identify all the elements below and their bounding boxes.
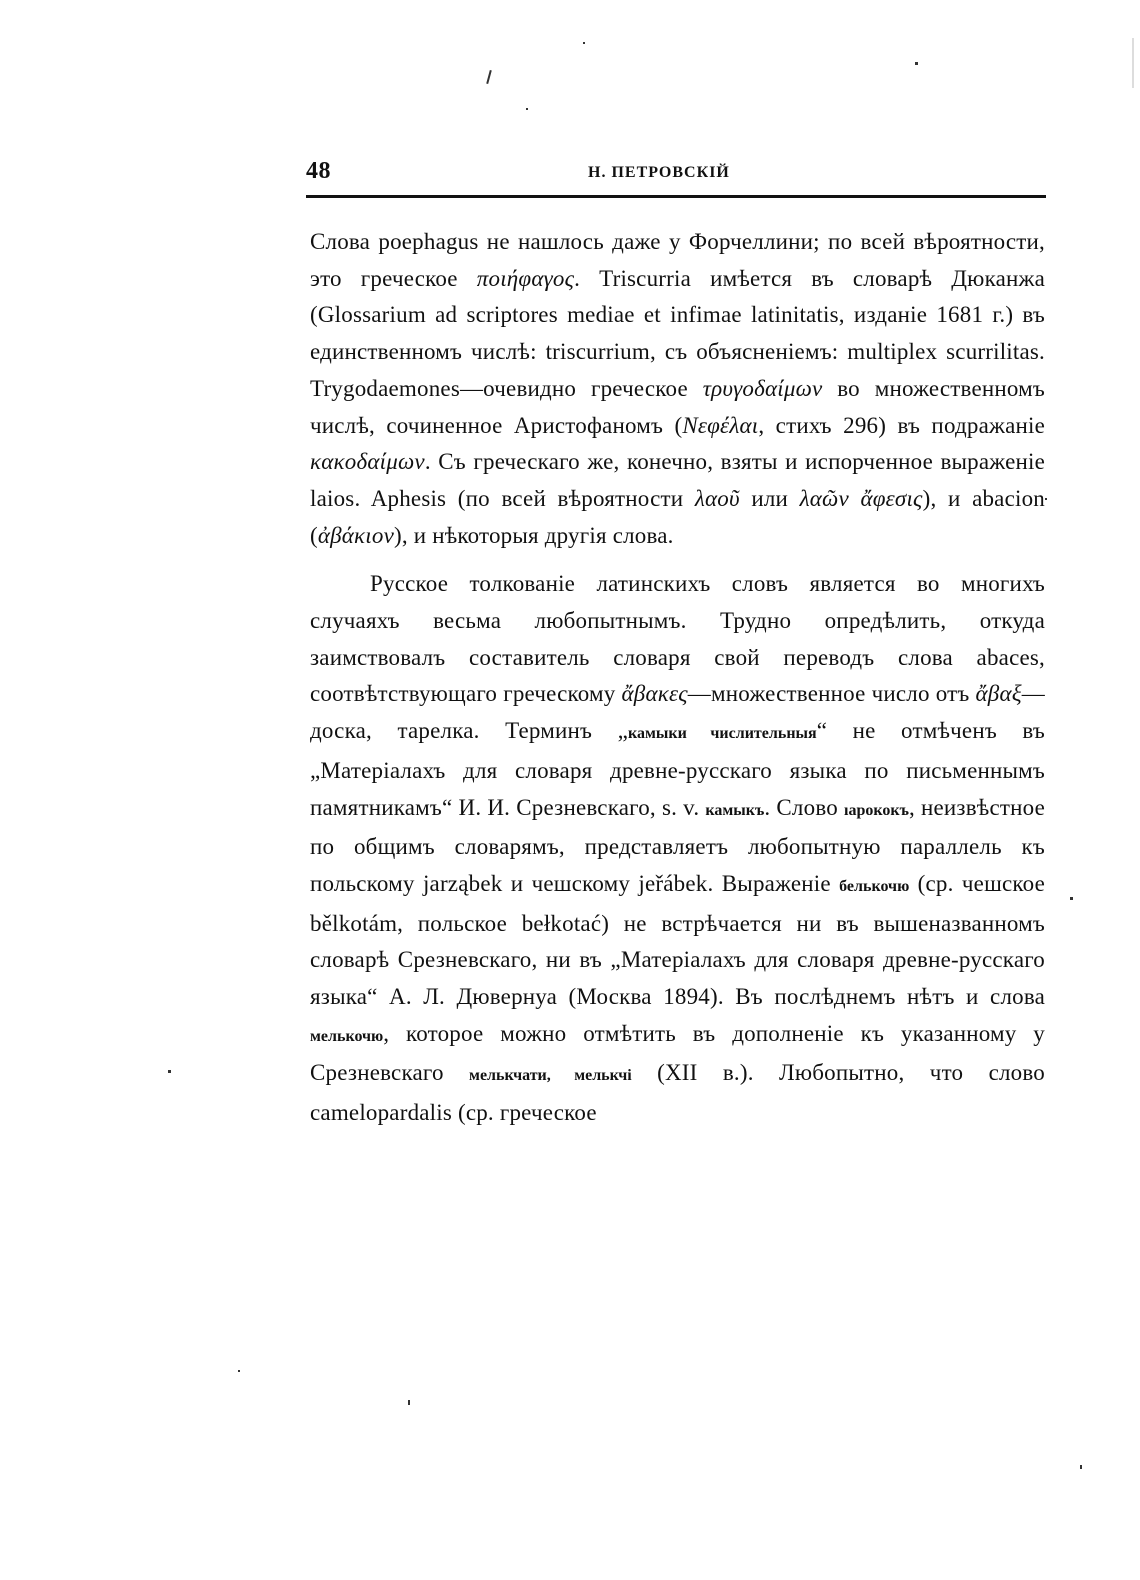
text-run: . Слово — [764, 794, 845, 820]
slavonic-word: ıарококъ — [844, 801, 909, 819]
scan-edge — [1132, 38, 1134, 88]
text-run: , неизвѣстное по общимъ словарямъ, представляетъ любопытную параллель къ польскому jarząbek и чешскому jeřábek. Выраженіе — [310, 794, 1046, 896]
greek-word: κακοδαίμων — [310, 449, 425, 475]
text-run: . Triscurria имѣется въ словарѣ Дюканжа (Glossarium ad scriptores mediae et infimae latinitatis, изданіе 1681 г.) въ единственномъ числѣ: triscurrium, съ объясненіемъ: multiplex scurrilitas. Trygodaemones—очевидно греческое — [310, 265, 1046, 401]
header-rule — [306, 195, 1046, 198]
scan-speck — [583, 42, 585, 44]
scan-speck — [1080, 1465, 1082, 1469]
text-run: “ не отмѣченъ въ „Матеріалахъ для словаря древне-русскаго языка по письменнымъ памятникамъ“ И. И. Срезневскаго, s. v. — [310, 718, 1046, 820]
greek-word: ποιήφαγος — [476, 265, 575, 291]
greek-word: ἄβακες — [621, 681, 688, 707]
slavonic-word: камыки числительныя — [628, 725, 817, 743]
text-run: . Съ греческаго же, конечно, взяты и испорченное выраженіе laios. Aphesis (по всей вѣроятности — [310, 449, 1045, 511]
greek-word: λαῶν ἄφεσις — [799, 485, 923, 511]
scan-speck — [408, 1400, 410, 1405]
text-run: , стихъ 296) въ подражаніе — [758, 412, 1045, 438]
running-head: Н. ПЕТРОВСКІЙ — [588, 164, 730, 181]
greek-word: τρυγοδαίμων — [702, 375, 823, 401]
greek-word: λαοῦ — [694, 485, 740, 511]
text-run: (ср. чешское bělkotám, польское bełkotać) не встрѣчается ни въ вышеназванномъ словарѣ Срезневскаго, ни въ „Матеріалахъ для словаря древне-русскаго языка“ А. Л. Дювернуа (Москва 1894). Въ послѣднемъ нѣтъ и слова — [310, 870, 1045, 1010]
greek-word: ἄβαξ — [975, 681, 1022, 707]
paragraph-2 — [310, 566, 1045, 1132]
slavonic-word: мелькчати, мелькчі — [469, 1067, 632, 1085]
text-run: ), и нѣкоторыя другія слова. — [394, 522, 674, 548]
paragraph-1 — [310, 224, 1045, 554]
scan-speck — [168, 1070, 171, 1073]
text-run: ), и abacion ( — [310, 485, 1045, 548]
scan-speck — [915, 62, 918, 65]
greek-word: Νεφέλαι — [682, 412, 759, 438]
greek-word: ἀβάκιον — [317, 522, 394, 548]
text-run: —множественное число отъ — [687, 681, 976, 707]
text-run: во множественномъ числѣ, сочиненное Аристофаномъ ( — [310, 375, 1045, 438]
slavonic-word: белькочю — [839, 877, 910, 895]
text-run: Слова poephagus не нашлось даже у Форчеллини; по всей вѣроятности, это греческое — [310, 229, 1045, 291]
text-run: , которое можно отмѣтить въ дополненіе къ указанному у Срезневскаго — [310, 1020, 1045, 1086]
page-header — [306, 158, 1046, 192]
text-run: Русское толкованіе латинскихъ словъ является во многихъ случаяхъ весьма любопытнымъ. Трудно опредѣлить, откуда заимствовалъ составитель словаря свой переводъ слова abaces, соотвѣтствующаго греческому — [310, 571, 1045, 707]
scan-speck — [1045, 498, 1047, 500]
scan-speck — [1070, 897, 1073, 900]
text-run: (XII в.). Любопытно, что слово camelopardalis (ср. греческое — [310, 1060, 1045, 1126]
text-run: —доска, тарелка. Терминъ „ — [310, 681, 1045, 744]
body-text — [310, 224, 1045, 1132]
slavonic-word: мелькочю — [310, 1027, 384, 1045]
page-number: 48 — [306, 158, 331, 184]
scan-speck — [526, 108, 528, 110]
scan-speck — [486, 70, 492, 84]
slavonic-word: камыкъ — [705, 801, 765, 819]
text-run: или — [739, 485, 800, 511]
scan-speck — [238, 1370, 240, 1372]
